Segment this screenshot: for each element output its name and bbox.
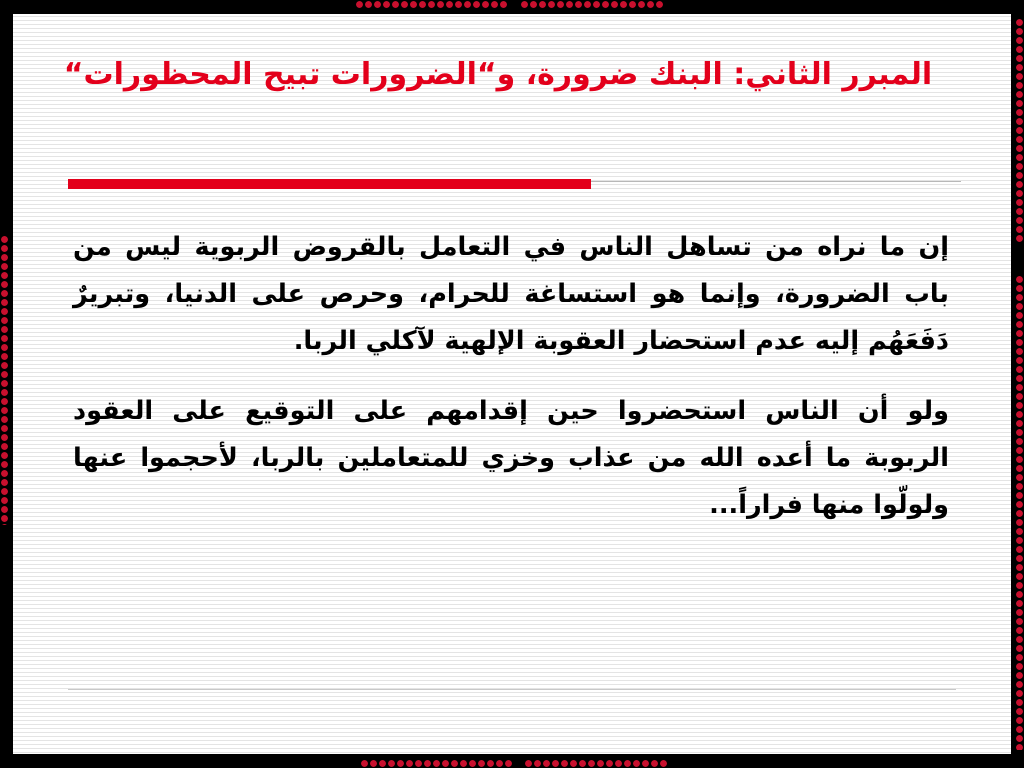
body-paragraph-2: ولو أن الناس استحضروا حين إقدامهم على التوقيع على العقود الربوبة ما أعده الله من عذاب وخزي للمتعاملين بالربا، لأحجموا عنها ولولّوا منها فراراً...	[73, 396, 949, 520]
slide-body	[73, 224, 949, 529]
body-paragraph-1: إن ما نراه من تساهل الناس في التعامل بالقروض الربوية ليس من باب الضرورة، وإنما هو استساغة للحرام، وحرص على الدنيا، وتبريرٌ دَفَعَهُم إليه عدم استحضار العقوبة الإلهية لآكلي الربا.	[73, 232, 949, 356]
bottom-divider	[68, 689, 956, 690]
top-dot-border-right	[520, 0, 664, 9]
bottom-dot-border-right	[524, 759, 668, 768]
right-dot-border-upper	[1015, 18, 1024, 243]
slide-title: المبرر الثاني: البنك ضرورة، و“الضرورات تبيح المحظورات“	[63, 57, 933, 92]
right-dot-border-lower	[1015, 275, 1024, 750]
top-dot-border-left	[355, 0, 508, 9]
title-underline-bar	[68, 179, 591, 189]
left-dot-border	[0, 235, 9, 525]
bottom-dot-border-left	[360, 759, 513, 768]
title-underline-rule	[591, 181, 961, 182]
slide-panel	[13, 14, 1011, 754]
